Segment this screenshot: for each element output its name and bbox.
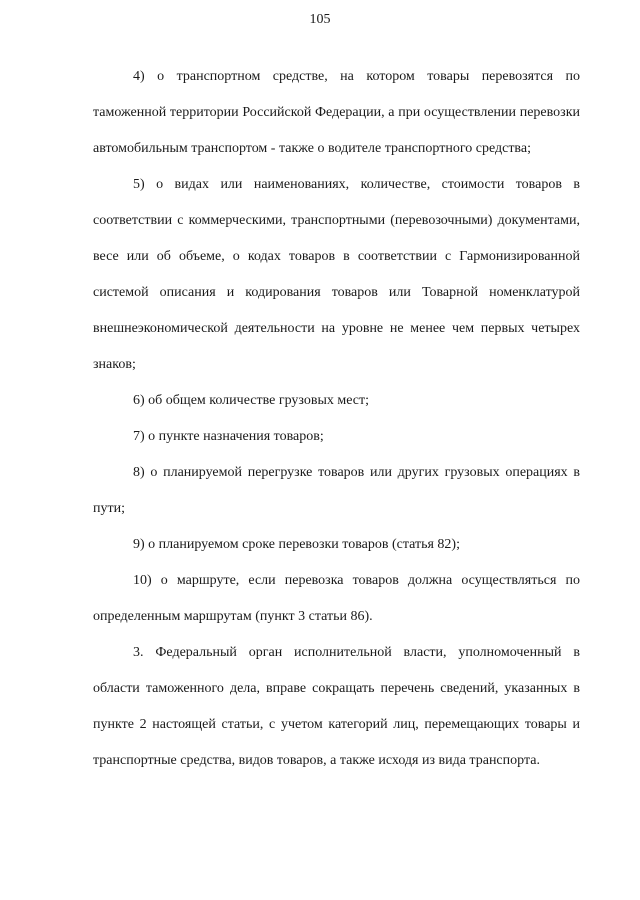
paragraph-item-8: 8) о планируемой перегрузке товаров или других грузовых операциях в пути;	[93, 465, 580, 516]
paragraph-item-5: 5) о видах или наименованиях, количестве, стоимости товаров в соответствии с коммерческими, транспортными (перевозочными) документами, весе или об объеме, о кодах товаров в соответствии с Гармонизированной системой описания и кодирования товаров или Товарной номенклатурой внешнеэкономической деятельности на уровне не менее чем первых четырех знаков;	[93, 177, 580, 372]
document-body	[93, 59, 580, 779]
page-number: 105	[309, 12, 331, 27]
paragraph-item-10: 10) о маршруте, если перевозка товаров должна осуществляться по определенным маршрутам (пункт 3 статьи 86).	[93, 573, 580, 624]
paragraph-section-3: 3. Федеральный орган исполнительной власти, уполномоченный в области таможенного дела, вправе сокращать перечень сведений, указанных в пункте 2 настоящей статьи, с учетом категорий лиц, перемещающих товары и транспортные средства, видов товаров, а также исходя из вида транспорта.	[93, 645, 580, 768]
paragraph-item-4: 4) о транспортном средстве, на котором товары перевозятся по таможенной территории Российской Федерации, а при осуществлении перевозки автомобильным транспортом - также о водителе транспортного средства;	[93, 69, 580, 156]
paragraph-item-7: 7) о пункте назначения товаров;	[133, 429, 324, 444]
paragraph-item-9: 9) о планируемом сроке перевозки товаров (статья 82);	[133, 537, 460, 552]
paragraph-item-6: 6) об общем количестве грузовых мест;	[133, 393, 369, 408]
